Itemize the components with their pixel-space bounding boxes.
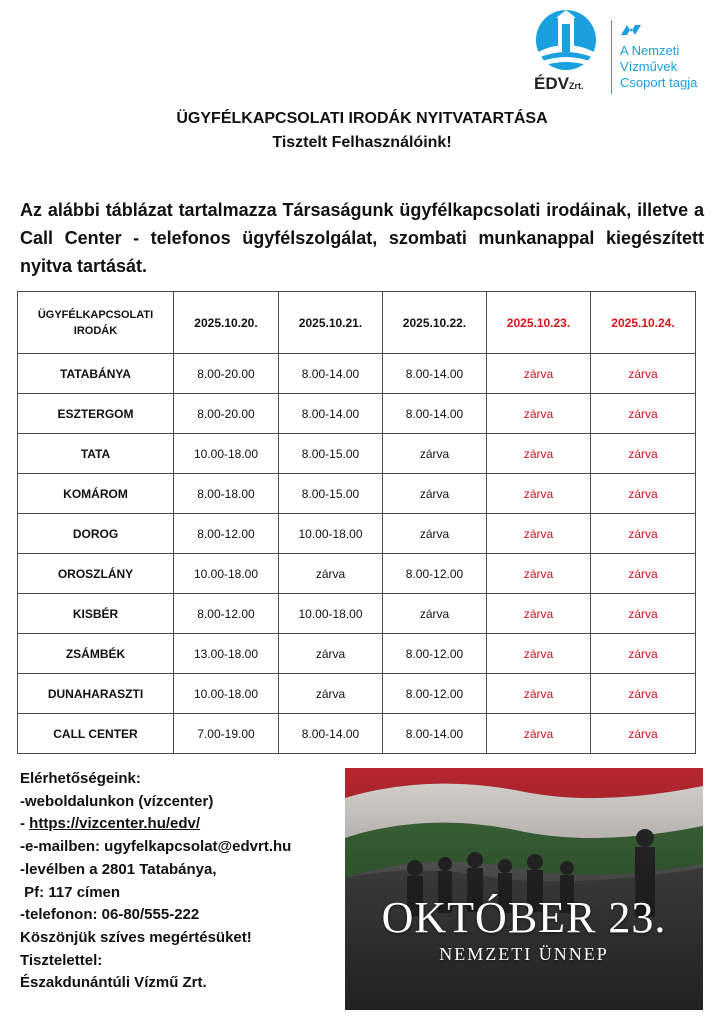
header-date-holiday: 2025.10.24. — [591, 292, 696, 354]
hours-cell: 8.00-14.00 — [383, 394, 487, 434]
header-date: 2025.10.21. — [279, 292, 383, 354]
banner-subtitle: NEMZETI ÜNNEP — [439, 944, 609, 964]
office-name: CALL CENTER — [18, 714, 174, 754]
table-row — [18, 514, 696, 554]
flag-crowd-image — [345, 768, 703, 1010]
hours-cell: 10.00-18.00 — [174, 434, 279, 474]
opening-hours-table — [17, 291, 696, 754]
table-row — [18, 714, 696, 754]
contact-phone: -telefonon: 06-80/555-222 — [20, 906, 200, 924]
holiday-hours-cell: zárva — [591, 554, 696, 594]
holiday-hours-cell: zárva — [487, 594, 591, 634]
office-name: DOROG — [18, 514, 174, 554]
website-link[interactable]: https://vizcenter.hu/edv/ — [29, 815, 201, 833]
holiday-hours-cell: zárva — [591, 394, 696, 434]
holiday-hours-cell: zárva — [487, 674, 591, 714]
contact-url-line: - https://vizcenter.hu/edv/ — [20, 815, 201, 833]
holiday-hours-cell: zárva — [591, 594, 696, 634]
contact-web: -weboldalunkon (vízcenter) — [20, 792, 214, 810]
contact-email: -e-mailben: ugyfelkapcsolat@edvrt.hu — [20, 838, 292, 856]
header-date-holiday: 2025.10.23. — [487, 292, 591, 354]
header-date: 2025.10.22. — [383, 292, 487, 354]
holiday-hours-cell: zárva — [487, 514, 591, 554]
hours-cell: zárva — [279, 674, 383, 714]
holiday-hours-cell: zárva — [591, 474, 696, 514]
table-row — [18, 394, 696, 434]
intro-paragraph: Az alábbi táblázat tartalmazza Társaságunk ügyfélkapcsolati irodáinak, illetve a Call Center - telefonos ügyfélszolgálat, szombati munkanappal kiegészített nyitva tartását. — [20, 200, 704, 276]
office-name: ZSÁMBÉK — [18, 634, 174, 674]
greeting: Tisztelt Felhasználóink! — [272, 134, 452, 151]
company-logo — [528, 8, 718, 98]
logo-tagline: A Nemzeti Vízművek Csoport tagja — [620, 24, 720, 91]
office-name: OROSZLÁNY — [18, 554, 174, 594]
office-name: KOMÁROM — [18, 474, 174, 514]
table-row — [18, 594, 696, 634]
hours-cell: 7.00-19.00 — [174, 714, 279, 754]
table-row — [18, 474, 696, 514]
hours-cell: 8.00-18.00 — [174, 474, 279, 514]
office-name: DUNAHARASZTI — [18, 674, 174, 714]
hours-cell: zárva — [383, 514, 487, 554]
holiday-hours-cell: zárva — [591, 674, 696, 714]
office-name: TATA — [18, 434, 174, 474]
hours-cell: zárva — [383, 434, 487, 474]
hours-cell: 8.00-14.00 — [279, 714, 383, 754]
hours-cell: 8.00-14.00 — [279, 394, 383, 434]
holiday-hours-cell: zárva — [591, 434, 696, 474]
hours-cell: 10.00-18.00 — [279, 594, 383, 634]
holiday-hours-cell: zárva — [591, 354, 696, 394]
table-row — [18, 354, 696, 394]
hours-cell: 8.00-14.00 — [383, 714, 487, 754]
hours-cell: 10.00-18.00 — [279, 514, 383, 554]
contact-thanks: Köszönjük szíves megértésüket! — [20, 928, 252, 946]
hours-cell: 10.00-18.00 — [174, 674, 279, 714]
holiday-hours-cell: zárva — [487, 554, 591, 594]
hours-cell: 8.00-12.00 — [383, 634, 487, 674]
hours-cell: 8.00-15.00 — [279, 434, 383, 474]
hours-cell: 8.00-14.00 — [279, 354, 383, 394]
holiday-hours-cell: zárva — [487, 714, 591, 754]
hours-cell: 8.00-15.00 — [279, 474, 383, 514]
table-header-row — [18, 292, 696, 354]
contact-regards: Tisztelettel: — [20, 951, 103, 969]
table-row — [18, 674, 696, 714]
nemzeti-vizmuvek-icon — [620, 24, 720, 40]
contact-letter: -levélben a 2801 Tatabánya, — [20, 860, 217, 878]
hours-cell: zárva — [383, 594, 487, 634]
logo-brand-text: ÉDVZrt. — [534, 74, 584, 93]
hours-cell: 8.00-12.00 — [174, 594, 279, 634]
office-name: TATABÁNYA — [18, 354, 174, 394]
hours-cell: 8.00-12.00 — [174, 514, 279, 554]
contact-company: Északdunántúli Vízmű Zrt. — [20, 974, 207, 992]
hours-cell: 8.00-12.00 — [383, 554, 487, 594]
table-row — [18, 634, 696, 674]
october-23-banner — [345, 768, 703, 1010]
banner-title: OKTÓBER 23. — [381, 893, 667, 942]
page-title: ÜGYFÉLKAPCSOLATI IRODÁK NYITVATARTÁSA — [176, 110, 548, 127]
holiday-hours-cell: zárva — [487, 634, 591, 674]
holiday-hours-cell: zárva — [591, 634, 696, 674]
hours-cell: 8.00-12.00 — [383, 674, 487, 714]
hours-cell: zárva — [383, 474, 487, 514]
holiday-hours-cell: zárva — [487, 474, 591, 514]
hours-cell: 13.00-18.00 — [174, 634, 279, 674]
office-name: ESZTERGOM — [18, 394, 174, 434]
office-name: KISBÉR — [18, 594, 174, 634]
holiday-hours-cell: zárva — [487, 354, 591, 394]
table-row — [18, 434, 696, 474]
header-date: 2025.10.20. — [174, 292, 279, 354]
holiday-hours-cell: zárva — [591, 514, 696, 554]
hours-cell: zárva — [279, 554, 383, 594]
hours-cell: zárva — [279, 634, 383, 674]
hours-cell: 8.00-14.00 — [383, 354, 487, 394]
contact-info — [20, 768, 350, 995]
header-offices: ÜGYFÉLKAPCSOLATI IRODÁK — [18, 292, 174, 354]
holiday-hours-cell: zárva — [487, 434, 591, 474]
logo-divider — [611, 20, 612, 94]
contact-pobox: Pf: 117 címen — [20, 883, 121, 901]
hours-cell: 10.00-18.00 — [174, 554, 279, 594]
table-row — [18, 554, 696, 594]
contact-heading: Elérhetőségeink: — [20, 770, 141, 787]
hours-cell: 8.00-20.00 — [174, 354, 279, 394]
holiday-hours-cell: zárva — [487, 394, 591, 434]
hours-cell: 8.00-20.00 — [174, 394, 279, 434]
holiday-hours-cell: zárva — [591, 714, 696, 754]
